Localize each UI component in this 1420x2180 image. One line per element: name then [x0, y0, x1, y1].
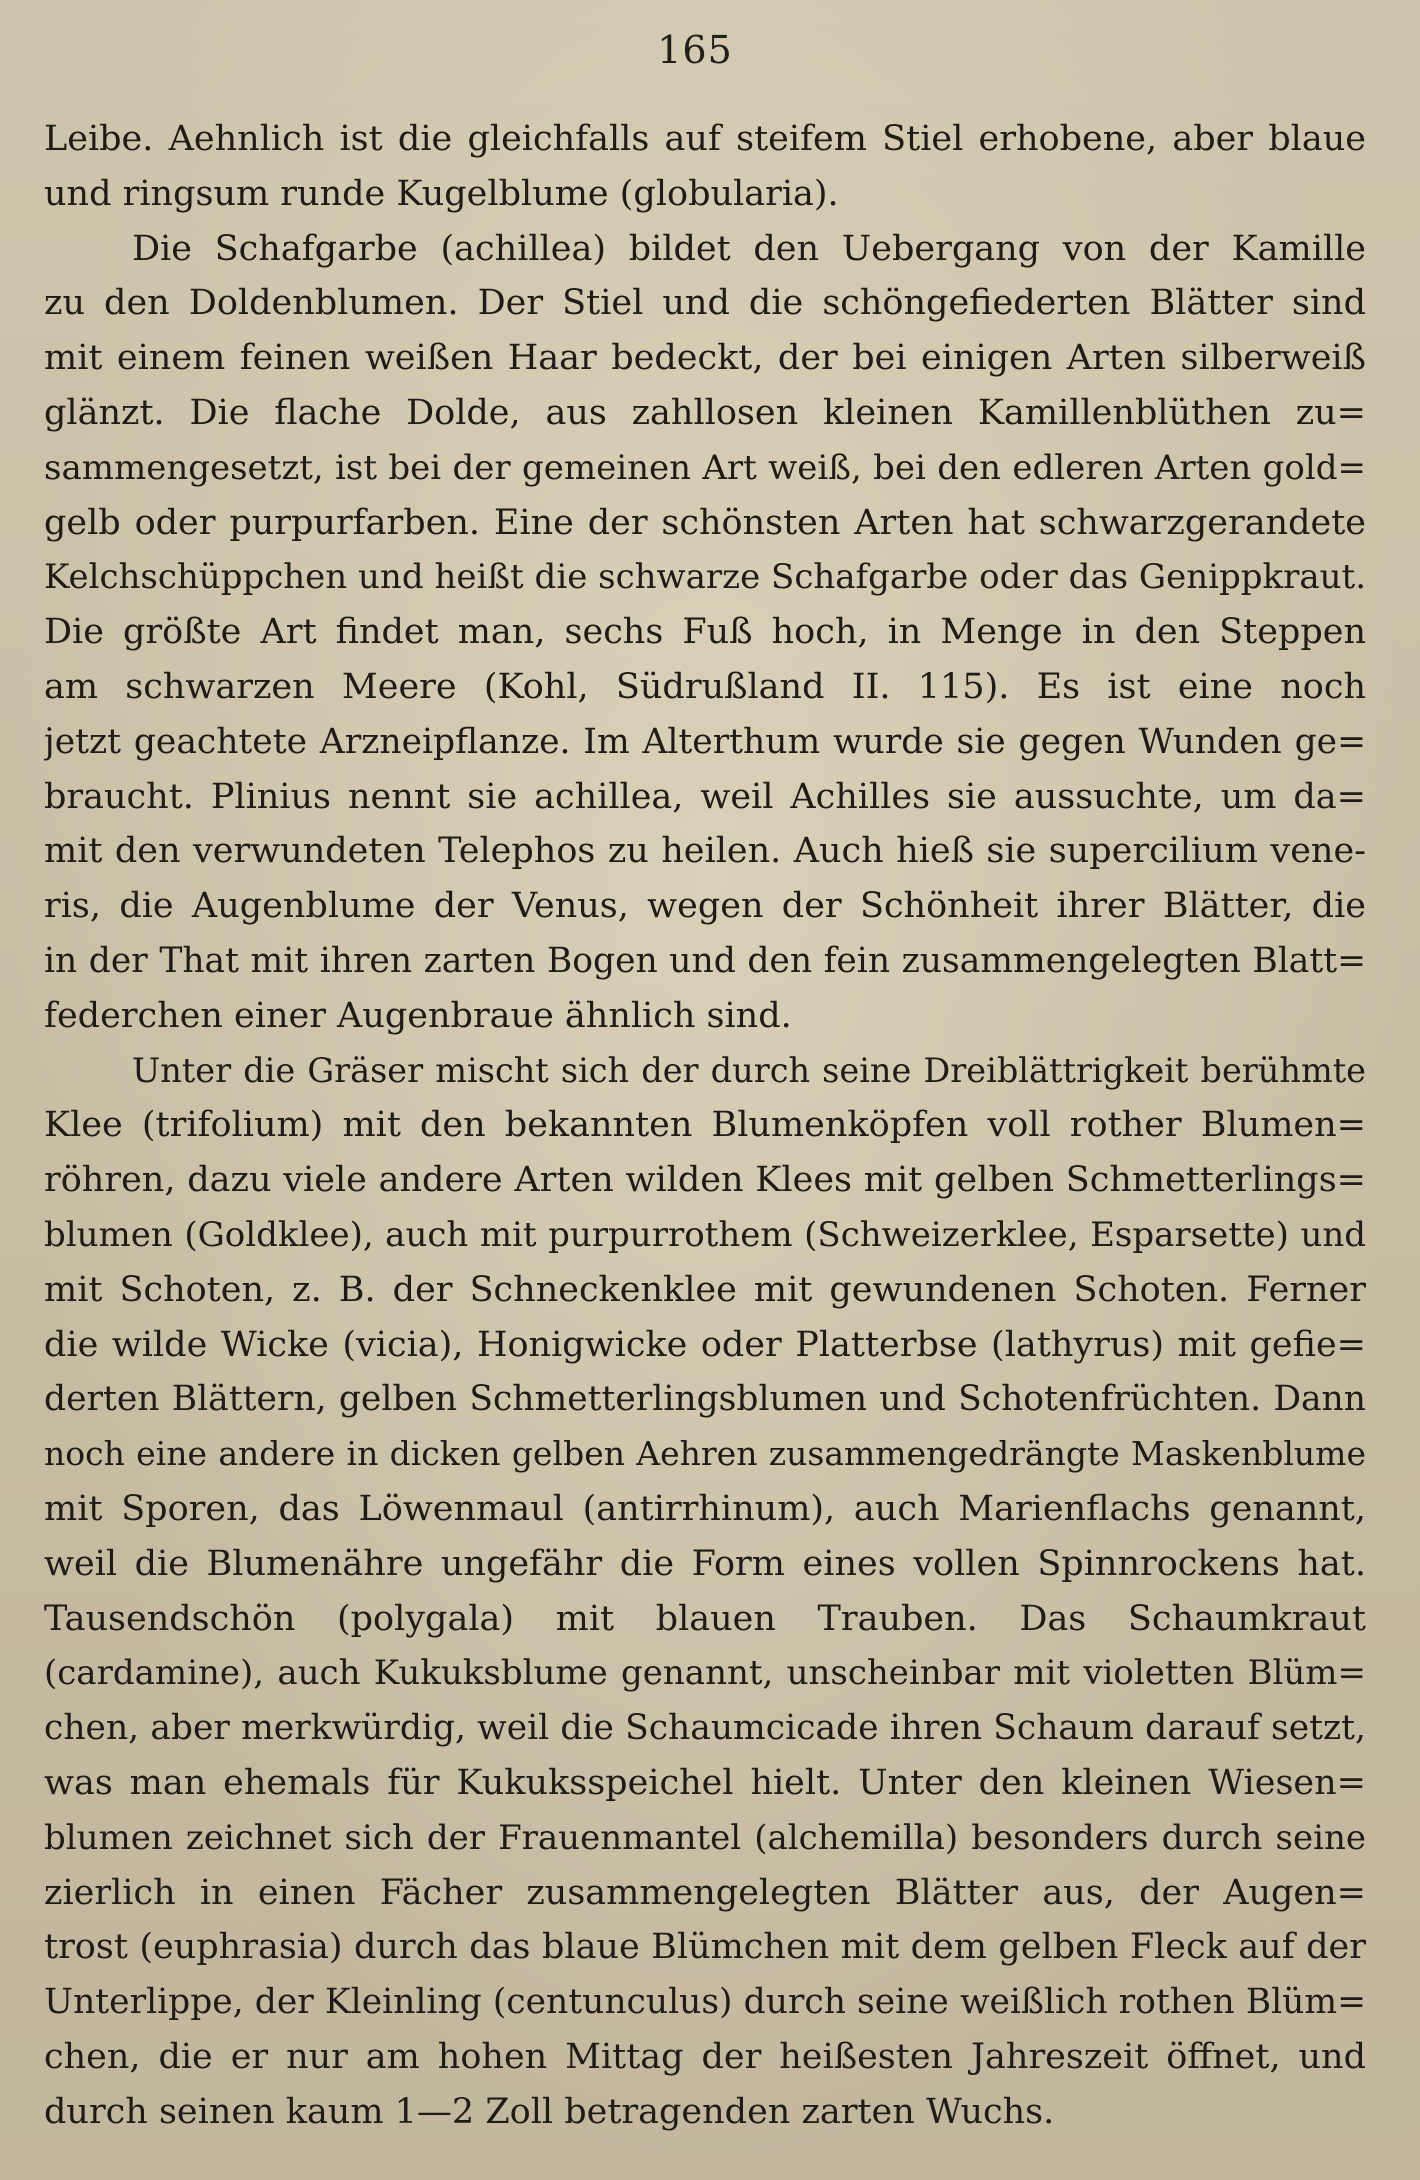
text-line: Die Schafgarbe (achillea) bildet den Uebergang von der Kamille — [132, 228, 1366, 269]
text-line: Tausendschön (polygala) mit blauen Trauben. Das Schaumkraut — [44, 1598, 1366, 1639]
text-line: mit den verwundeten Telephos zu heilen. Auch hieß sie supercilium vene- — [44, 831, 1366, 872]
text-line: glänzt. Die flache Dolde, aus zahllosen kleinen Kamillenblüthen zu= — [44, 392, 1366, 433]
text-line: trost (euphrasia) durch das blaue Blümchen mit dem gelben Fleck auf der — [44, 1927, 1366, 1968]
text-line: Unterlippe, der Kleinling (centunculus) durch seine weißlich rothen Blüm= — [44, 1982, 1366, 2023]
text-line: federchen einer Augenbraue ähnlich sind. — [44, 995, 792, 1036]
text-line: braucht. Plinius nennt sie achillea, weil Achilles sie aussuchte, um da= — [44, 776, 1366, 817]
text-line: weil die Blumenähre ungefähr die Form eines vollen Spinnrockens hat. — [44, 1543, 1366, 1584]
text-line: mit einem feinen weißen Haar bedeckt, der bei einigen Arten silberweiß — [44, 338, 1366, 379]
text-line: und ringsum runde Kugelblume (globularia). — [44, 173, 839, 214]
text-line: ris, die Augenblume der Venus, wegen der Schönheit ihrer Blätter, die — [44, 886, 1366, 927]
text-line: zu den Doldenblumen. Der Stiel und die schöngefiederten Blätter sind — [44, 283, 1366, 324]
text-line: jetzt geachtete Arzneipflanze. Im Alterthum wurde sie gegen Wunden ge= — [44, 721, 1366, 762]
text-line: blumen (Goldklee), auch mit purpurrothem (Schweizerklee, Esparsette) und — [44, 1214, 1366, 1255]
text-line: was man ehemals für Kukuksspeichel hielt. Unter den kleinen Wiesen= — [44, 1762, 1366, 1803]
text-line: zierlich in einen Fächer zusammengelegten Blätter aus, der Augen= — [44, 1872, 1366, 1913]
text-line: noch eine andere in dicken gelben Aehren zusammengedrängte Maskenblume — [44, 1434, 1366, 1474]
text-line: blumen zeichnet sich der Frauenmantel (alchemilla) besonders durch seine — [44, 1817, 1366, 1858]
text-line: in der That mit ihren zarten Bogen und den fein zusammengelegten Blatt= — [44, 940, 1366, 981]
text-line: Klee (trifolium) mit den bekannten Blumenköpfen voll rother Blumen= — [44, 1105, 1366, 1146]
text-line: sammengesetzt, ist bei der gemeinen Art weiß, bei den edleren Arten gold= — [44, 447, 1366, 488]
text-line: chen, aber merkwürdig, weil die Schaumcicade ihren Schaum darauf setzt, — [44, 1708, 1366, 1749]
text-line: Kelchschüppchen und heißt die schwarze Schafgarbe oder das Genippkraut. — [44, 557, 1366, 598]
page-number: 165 — [657, 28, 733, 72]
text-line: durch seinen kaum 1—2 Zoll betragenden zarten Wuchs. — [44, 2091, 1055, 2132]
text-line: mit Sporen, das Löwenmaul (antirrhinum), auch Marienflachs genannt, — [44, 1488, 1366, 1529]
text-line: (cardamine), auch Kukuksblume genannt, unscheinbar mit violetten Blüm= — [44, 1653, 1366, 1694]
text-line: am schwarzen Meere (Kohl, Südrußland II. 115). Es ist eine noch — [44, 666, 1366, 707]
page-text — [44, 112, 1366, 2139]
text-line: gelb oder purpurfarben. Eine der schönsten Arten hat schwarzgerandete — [44, 502, 1366, 543]
text-line: mit Schoten, z. B. der Schneckenklee mit gewundenen Schoten. Ferner — [44, 1269, 1366, 1310]
text-line: Leibe. Aehnlich ist die gleichfalls auf steifem Stiel erhobene, aber blaue — [44, 119, 1366, 159]
text-line: die wilde Wicke (vicia), Honigwicke oder Platterbse (lathyrus) mit gefie= — [44, 1324, 1366, 1365]
text-line: röhren, dazu viele andere Arten wilden Klees mit gelben Schmetterlings= — [44, 1160, 1366, 1201]
text-line: derten Blättern, gelben Schmetterlingsblumen und Schotenfrüchten. Dann — [44, 1379, 1366, 1420]
text-line: Unter die Gräser mischt sich der durch seine Dreiblättrigkeit berühmte — [132, 1050, 1366, 1090]
text-line: chen, die er nur am hohen Mittag der heißesten Jahreszeit öffnet, und — [44, 2036, 1366, 2077]
text-line: Die größte Art findet man, sechs Fuß hoch, in Menge in den Steppen — [44, 612, 1366, 653]
